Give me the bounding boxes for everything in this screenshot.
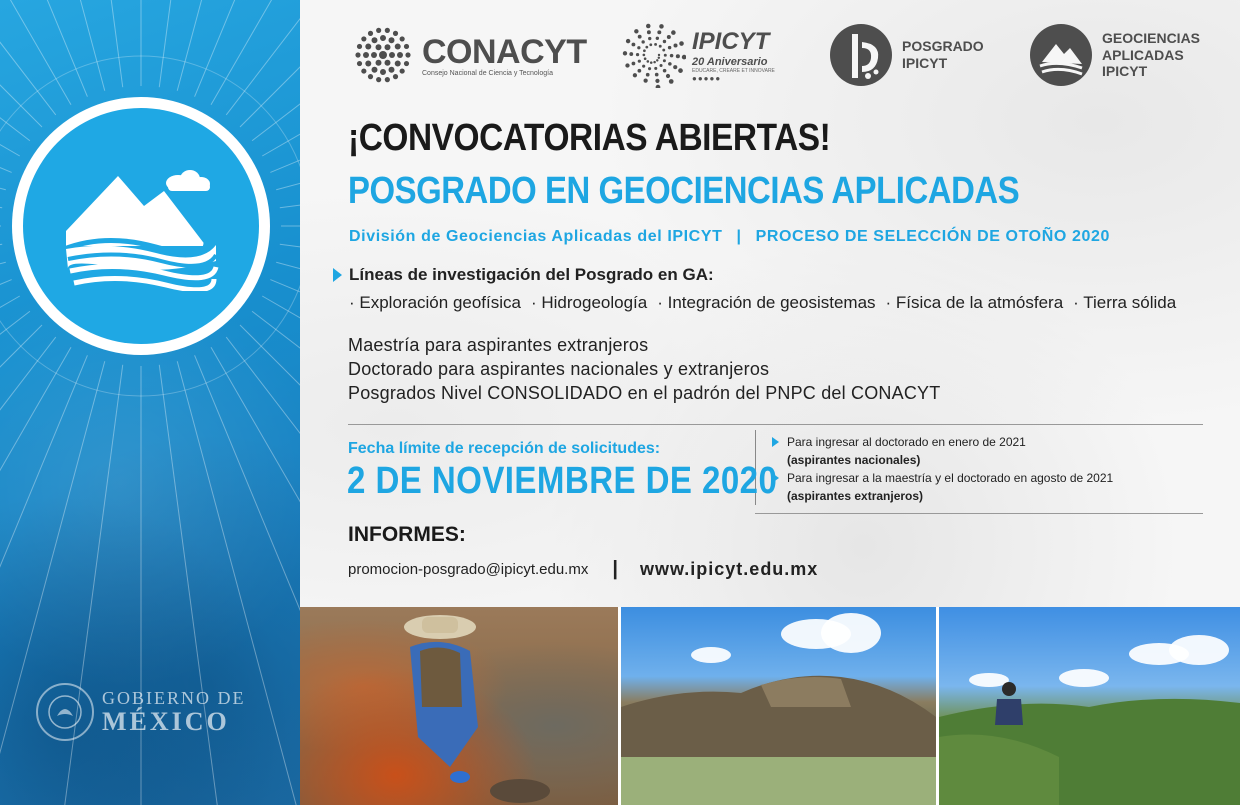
research-lines-heading [333,265,714,285]
research-line-item: · Integración de geosistemas [657,293,875,313]
divider-top [348,424,1203,425]
research-line-item: · Física de la atmósfera [886,293,1064,313]
ipicyt-anniversary-logo [620,22,775,88]
admission-text: Para ingresar al doctorado en enero de 2021 [787,435,1026,449]
geo-line3: IPICYT [1102,63,1148,80]
research-line-item: · Tierra sólida [1073,293,1176,313]
admission-note: (aspirantes extranjeros) [787,489,924,503]
program-item: Posgrados Nivel CONSOLIDADO en el padrón del PNPC del CONACYT [348,383,941,403]
partner-logos-row [300,20,1240,90]
gobierno-de-mexico-logo [36,683,246,741]
admission-text: Para ingresar a la maestría y el doctorado en agosto de 2021 [787,471,1114,485]
selection-process: PROCESO DE SELECCIÓN DE OTOÑO 2020 [755,228,1110,245]
geociencias-logo-badge [12,97,270,355]
division-line [349,228,1110,246]
conacyt-name: CONACYT [422,33,587,71]
deadline-label: Fecha límite de recepción de solicitudes: [348,440,661,457]
contact-separator: | [612,558,618,580]
posgrado-line2: IPICYT [902,55,948,71]
gobierno-line2: MÉXICO [102,706,230,736]
program-title: POSGRADO EN GEOCIENCIAS APLICADAS [348,170,1020,212]
program-item: Doctorado para aspirantes nacionales y extranjeros [348,359,770,379]
informes-heading: INFORMES: [348,523,466,546]
headline: ¡CONVOCATORIAS ABIERTAS! [348,117,831,159]
admission-note: (aspirantes nacionales) [787,453,921,467]
ipicyt-dots-row: ●●●●● [692,73,722,83]
program-offerings [348,333,940,405]
triangle-bullet-icon [333,268,342,282]
photo-researcher-sampling [300,607,618,805]
gobierno-line1: GOBIERNO DE [102,687,246,708]
posgrado-emblem-icon [828,22,894,88]
photo-field-landscape [939,607,1240,805]
posgrado-line1: POSGRADO [902,38,984,55]
deadline-date: 2 DE NOVIEMBRE DE 2020 [347,460,778,502]
contact-email[interactable]: promocion-posgrado@ipicyt.edu.mx [348,561,589,578]
conacyt-dots-icon [350,22,416,88]
triangle-bullet-icon [772,437,779,447]
division-separator: | [736,228,742,245]
admission-item [772,469,1113,505]
conacyt-subtitle: Consejo Nacional de Ciencia y Tecnología [422,70,554,77]
left-blue-panel [0,0,300,805]
ipicyt-name: IPICYT [692,27,770,55]
ipicyt-spiral-icon [620,22,686,88]
website-link[interactable]: www.ipicyt.edu.mx [639,559,819,579]
main-content [300,0,1240,607]
geo-line2: APLICADAS [1102,46,1184,63]
admission-periods [772,433,1113,505]
mountain-waves-icon [56,161,226,291]
posgrado-ipicyt-logo [828,22,984,88]
research-line-item: · Hidrogeología [531,293,647,313]
ipicyt-anniversary: 20 Aniversario [692,55,768,68]
geociencias-small-icon [1028,22,1094,88]
conacyt-logo [350,22,587,88]
admission-item [772,433,1113,469]
contact-line [348,558,818,581]
division-name: División de Geociencias Aplicadas del IPICYT [349,228,723,245]
program-item: Maestría para aspirantes extranjeros [348,335,649,355]
eagle-seal-icon [36,683,94,741]
photo-rock-outcrop [621,607,936,805]
divider-bottom [755,513,1203,514]
geo-line1: GEOCIENCIAS [1102,29,1201,46]
research-line-item: · Exploración geofísica [349,293,521,313]
triangle-bullet-icon [772,473,779,483]
research-lines-list [349,293,1176,313]
research-lines-title: Líneas de investigación del Posgrado en GA: [349,265,714,284]
geociencias-aplicadas-logo [1028,22,1200,88]
ipicyt-motto: EDUCARE, CREARE ET INNOVARE [692,67,775,74]
